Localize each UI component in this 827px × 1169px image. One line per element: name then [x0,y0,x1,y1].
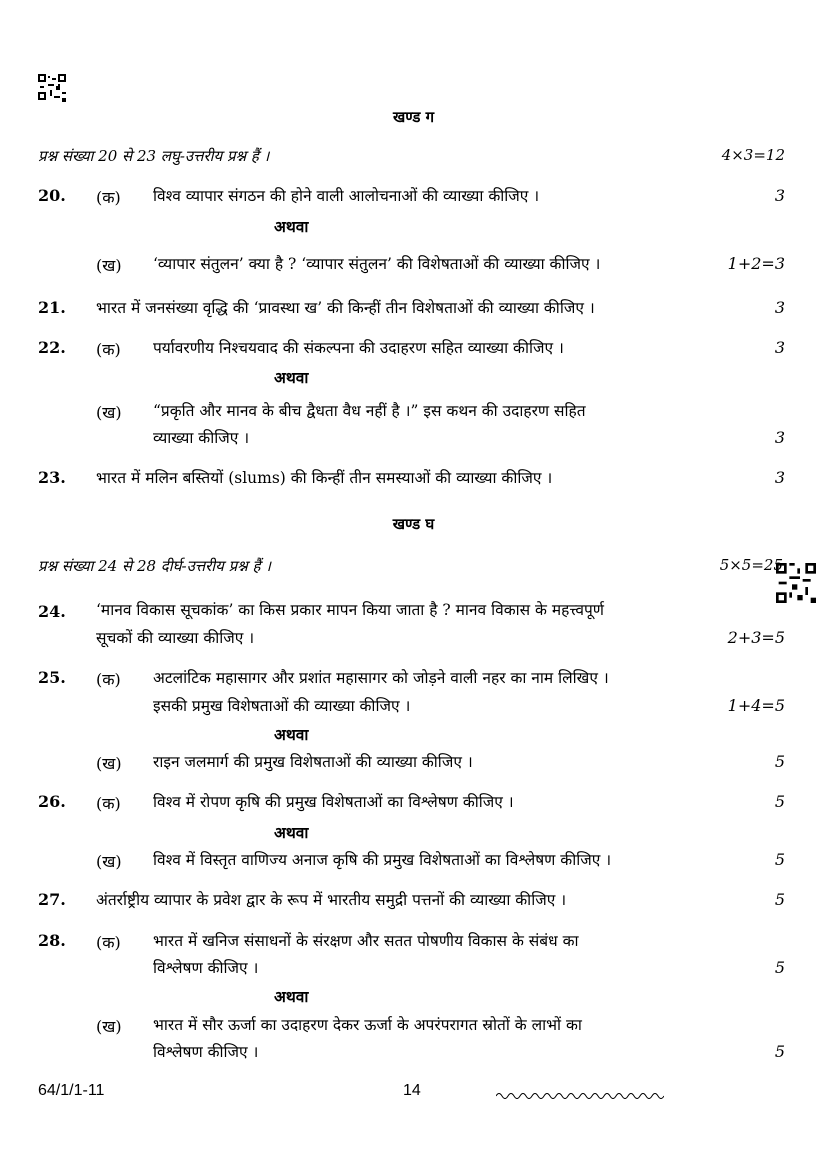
question-number: 23. [38,468,66,487]
question-text: ‘व्यापार संतुलन’ क्या है ? ‘व्यापार संतुलन’ की विशेषताओं की व्याख्या कीजिए । [153,255,601,273]
section-d-instruction: प्रश्न संख्या 24 से 28 दीर्घ-उत्तरीय प्रश्न हैं । [38,557,271,575]
option-label: (क) [96,794,121,813]
question-number: 27. [38,890,66,909]
question-text: भारत में सौर ऊर्जा का उदाहरण देकर ऊर्जा के अपरंपरागत स्रोतों के लाभों का [153,1016,582,1034]
question-marks: 3 [774,298,785,317]
option-label: (ख) [96,852,122,871]
question-text: विश्लेषण कीजिए । [153,1043,259,1061]
question-number: 22. [38,338,66,357]
question-marks: 5 [774,752,785,771]
or-separator: अथवा [274,725,309,744]
or-separator: अथवा [274,823,309,842]
option-label: (ख) [96,754,122,773]
or-separator: अथवा [274,368,309,387]
section-d-title: खण्ड घ [392,515,435,533]
question-number: 21. [38,298,66,317]
question-text: व्याख्या कीजिए । [153,429,250,447]
question-text: भारत में जनसंख्या वृद्धि की ‘प्रावस्था ख’ की किन्हीं तीन विशेषताओं की व्याख्या कीजिए । [96,299,595,317]
question-text: भारत में मलिन बस्तियों (slums) की किन्हीं तीन समस्याओं की व्याख्या कीजिए । [96,469,553,487]
section-d-marking-scheme: 5×5=25 [719,556,783,574]
question-marks: 1+2=3 [727,254,785,273]
question-marks: 2+3=5 [727,628,785,647]
question-text: सूचकों की व्याख्या कीजिए । [96,629,255,647]
option-label: (ख) [96,403,122,422]
question-text: ‘मानव विकास सूचकांक’ का किस प्रकार मापन किया जाता है ? मानव विकास के महत्त्वपूर्ण [96,601,604,619]
question-marks: 3 [774,338,785,357]
question-text: पर्यावरणीय निश्चयवाद की संकल्पना की उदाहरण सहित व्याख्या कीजिए । [153,339,564,357]
option-label: (ख) [96,1017,122,1036]
question-marks: 5 [774,958,785,977]
question-marks: 1+4=5 [727,696,785,715]
question-marks: 3 [774,428,785,447]
or-separator: अथवा [274,217,309,236]
wavy-line-decoration [496,1086,664,1105]
section-c-title: खण्ड ग [392,108,435,126]
section-c-marking-scheme: 4×3=12 [721,146,785,164]
section-c-instruction: प्रश्न संख्या 20 से 23 लघु-उत्तरीय प्रश्न हैं । [38,147,270,165]
option-label: (ख) [96,256,122,275]
question-text: राइन जलमार्ग की प्रमुख विशेषताओं की व्याख्या कीजिए । [153,753,473,771]
question-marks: 5 [774,1042,785,1061]
question-text: विश्व व्यापार संगठन की होने वाली आलोचनाओं की व्याख्या कीजिए । [153,187,540,205]
question-text: अंतर्राष्ट्रीय व्यापार के प्रवेश द्वार के रूप में भारतीय समुद्री पत्तनों की व्याख्या कीजिए । [96,891,567,909]
option-label: (क) [96,188,121,207]
question-text: भारत में खनिज संसाधनों के संरक्षण और सतत पोषणीय विकास के संबंध का [153,932,579,950]
question-text: अटलांटिक महासागर और प्रशांत महासागर को जोड़ने वाली नहर का नाम लिखिए । [153,669,609,687]
qr-code-icon [38,74,68,102]
option-label: (क) [96,670,121,689]
question-number: 26. [38,792,66,811]
question-text: “प्रकृति और मानव के बीच द्वैधता वैध नहीं है ।” इस कथन की उदाहरण सहित [153,402,586,420]
or-separator: अथवा [274,987,309,1006]
option-label: (क) [96,933,121,952]
question-number: 20. [38,186,66,205]
page-number: 14 [403,1082,421,1099]
question-marks: 5 [774,890,785,909]
question-text: इसकी प्रमुख विशेषताओं की व्याख्या कीजिए । [153,697,411,715]
question-marks: 5 [774,850,785,869]
question-marks: 3 [774,468,785,487]
question-text: विश्लेषण कीजिए । [153,959,259,977]
question-number: 24. [38,602,66,621]
question-text: विश्व में रोपण कृषि की प्रमुख विशेषताओं का विश्लेषण कीजिए । [153,793,514,811]
question-number: 28. [38,931,66,950]
question-marks: 5 [774,792,785,811]
paper-code: 64/1/1-11 [38,1082,105,1099]
question-text: विश्व में विस्तृत वाणिज्य अनाज कृषि की प्रमुख विशेषताओं का विश्लेषण कीजिए । [153,851,612,869]
question-number: 25. [38,668,66,687]
question-marks: 3 [774,186,785,205]
option-label: (क) [96,340,121,359]
